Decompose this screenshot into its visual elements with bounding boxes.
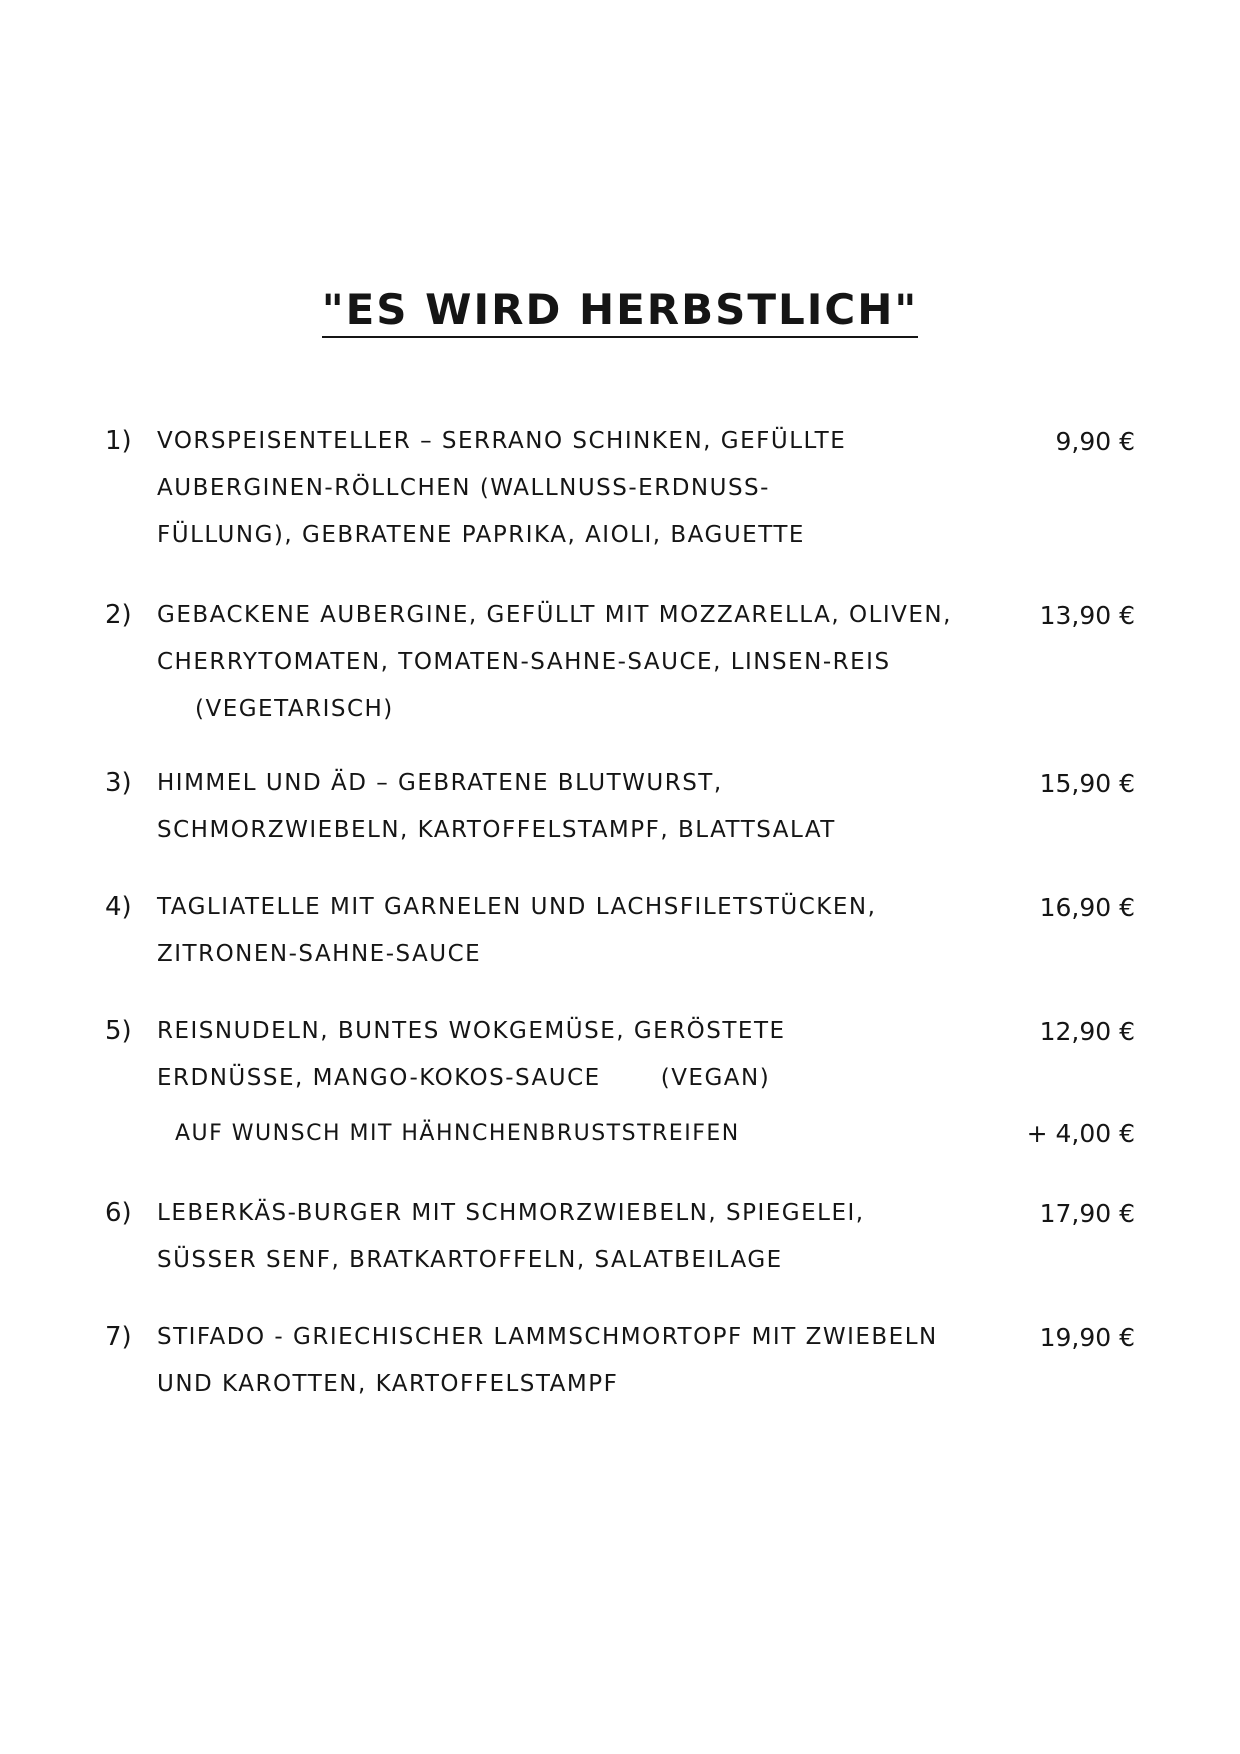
item-number: 6) <box>105 1198 132 1228</box>
item-description <box>157 884 987 978</box>
item-description <box>157 760 987 854</box>
item-extra-price: + 4,00 € <box>1026 1119 1135 1148</box>
item-description <box>157 1008 987 1102</box>
description-line: LEBERKÄS-BURGER MIT SCHMORZWIEBELN, SPIEGELEI, <box>157 1200 865 1226</box>
item-description <box>157 1314 987 1408</box>
description-line: UND KAROTTEN, KARTOFFELSTAMPF <box>157 1371 619 1397</box>
item-description <box>157 1190 987 1284</box>
item-number: 3) <box>105 768 132 798</box>
item-description <box>157 592 987 733</box>
description-line: FÜLLUNG), GEBRATENE PAPRIKA, AIOLI, BAGUETTE <box>157 522 805 548</box>
description-line: TAGLIATELLE MIT GARNELEN UND LACHSFILETSTÜCKEN, <box>157 894 877 920</box>
item-price: 16,90 € <box>1039 893 1135 922</box>
item-price: 12,90 € <box>1039 1017 1135 1046</box>
description-line: AUBERGINEN-RÖLLCHEN (WALLNUSS-ERDNUSS- <box>157 475 770 501</box>
description-line: (VEGETARISCH) <box>195 696 394 722</box>
item-description <box>157 418 987 559</box>
description-line: REISNUDELN, BUNTES WOKGEMÜSE, GERÖSTETE <box>157 1018 786 1044</box>
description-line <box>157 1055 987 1102</box>
vegan-tag: (VEGAN) <box>660 1065 771 1091</box>
description-line: ZITRONEN-SAHNE-SAUCE <box>157 941 482 967</box>
description-line: STIFADO - GRIECHISCHER LAMMSCHMORTOPF MIT ZWIEBELN <box>157 1324 938 1350</box>
item-price: 15,90 € <box>1039 769 1135 798</box>
description-line-text: ERDNÜSSE, MANGO-KOKOS-SAUCE <box>157 1065 601 1091</box>
item-price: 19,90 € <box>1039 1323 1135 1352</box>
item-price: 17,90 € <box>1039 1199 1135 1228</box>
item-price: 13,90 € <box>1039 601 1135 630</box>
item-price: 9,90 € <box>1055 427 1135 456</box>
description-line: GEBACKENE AUBERGINE, GEFÜLLT MIT MOZZARELLA, OLIVEN, <box>157 602 952 628</box>
item-extra-option: AUF WUNSCH MIT HÄHNCHENBRUSTSTREIFEN <box>175 1121 740 1146</box>
description-line: SCHMORZWIEBELN, KARTOFFELSTAMPF, BLATTSALAT <box>157 817 836 843</box>
item-number: 7) <box>105 1322 132 1352</box>
item-number: 1) <box>105 426 132 456</box>
description-line: HIMMEL UND ÄD – GEBRATENE BLUTWURST, <box>157 770 723 796</box>
item-number: 4) <box>105 892 132 922</box>
description-line: SÜSSER SENF, BRATKARTOFFELN, SALATBEILAGE <box>157 1247 783 1273</box>
menu-title-text: "ES WIRD HERBSTLICH" <box>322 285 919 338</box>
item-number: 5) <box>105 1016 132 1046</box>
description-line: VORSPEISENTELLER – SERRANO SCHINKEN, GEFÜLLTE <box>157 428 847 454</box>
menu-title <box>0 285 1240 338</box>
description-line: CHERRYTOMATEN, TOMATEN-SAHNE-SAUCE, LINSEN-REIS <box>157 649 891 675</box>
item-number: 2) <box>105 600 132 630</box>
